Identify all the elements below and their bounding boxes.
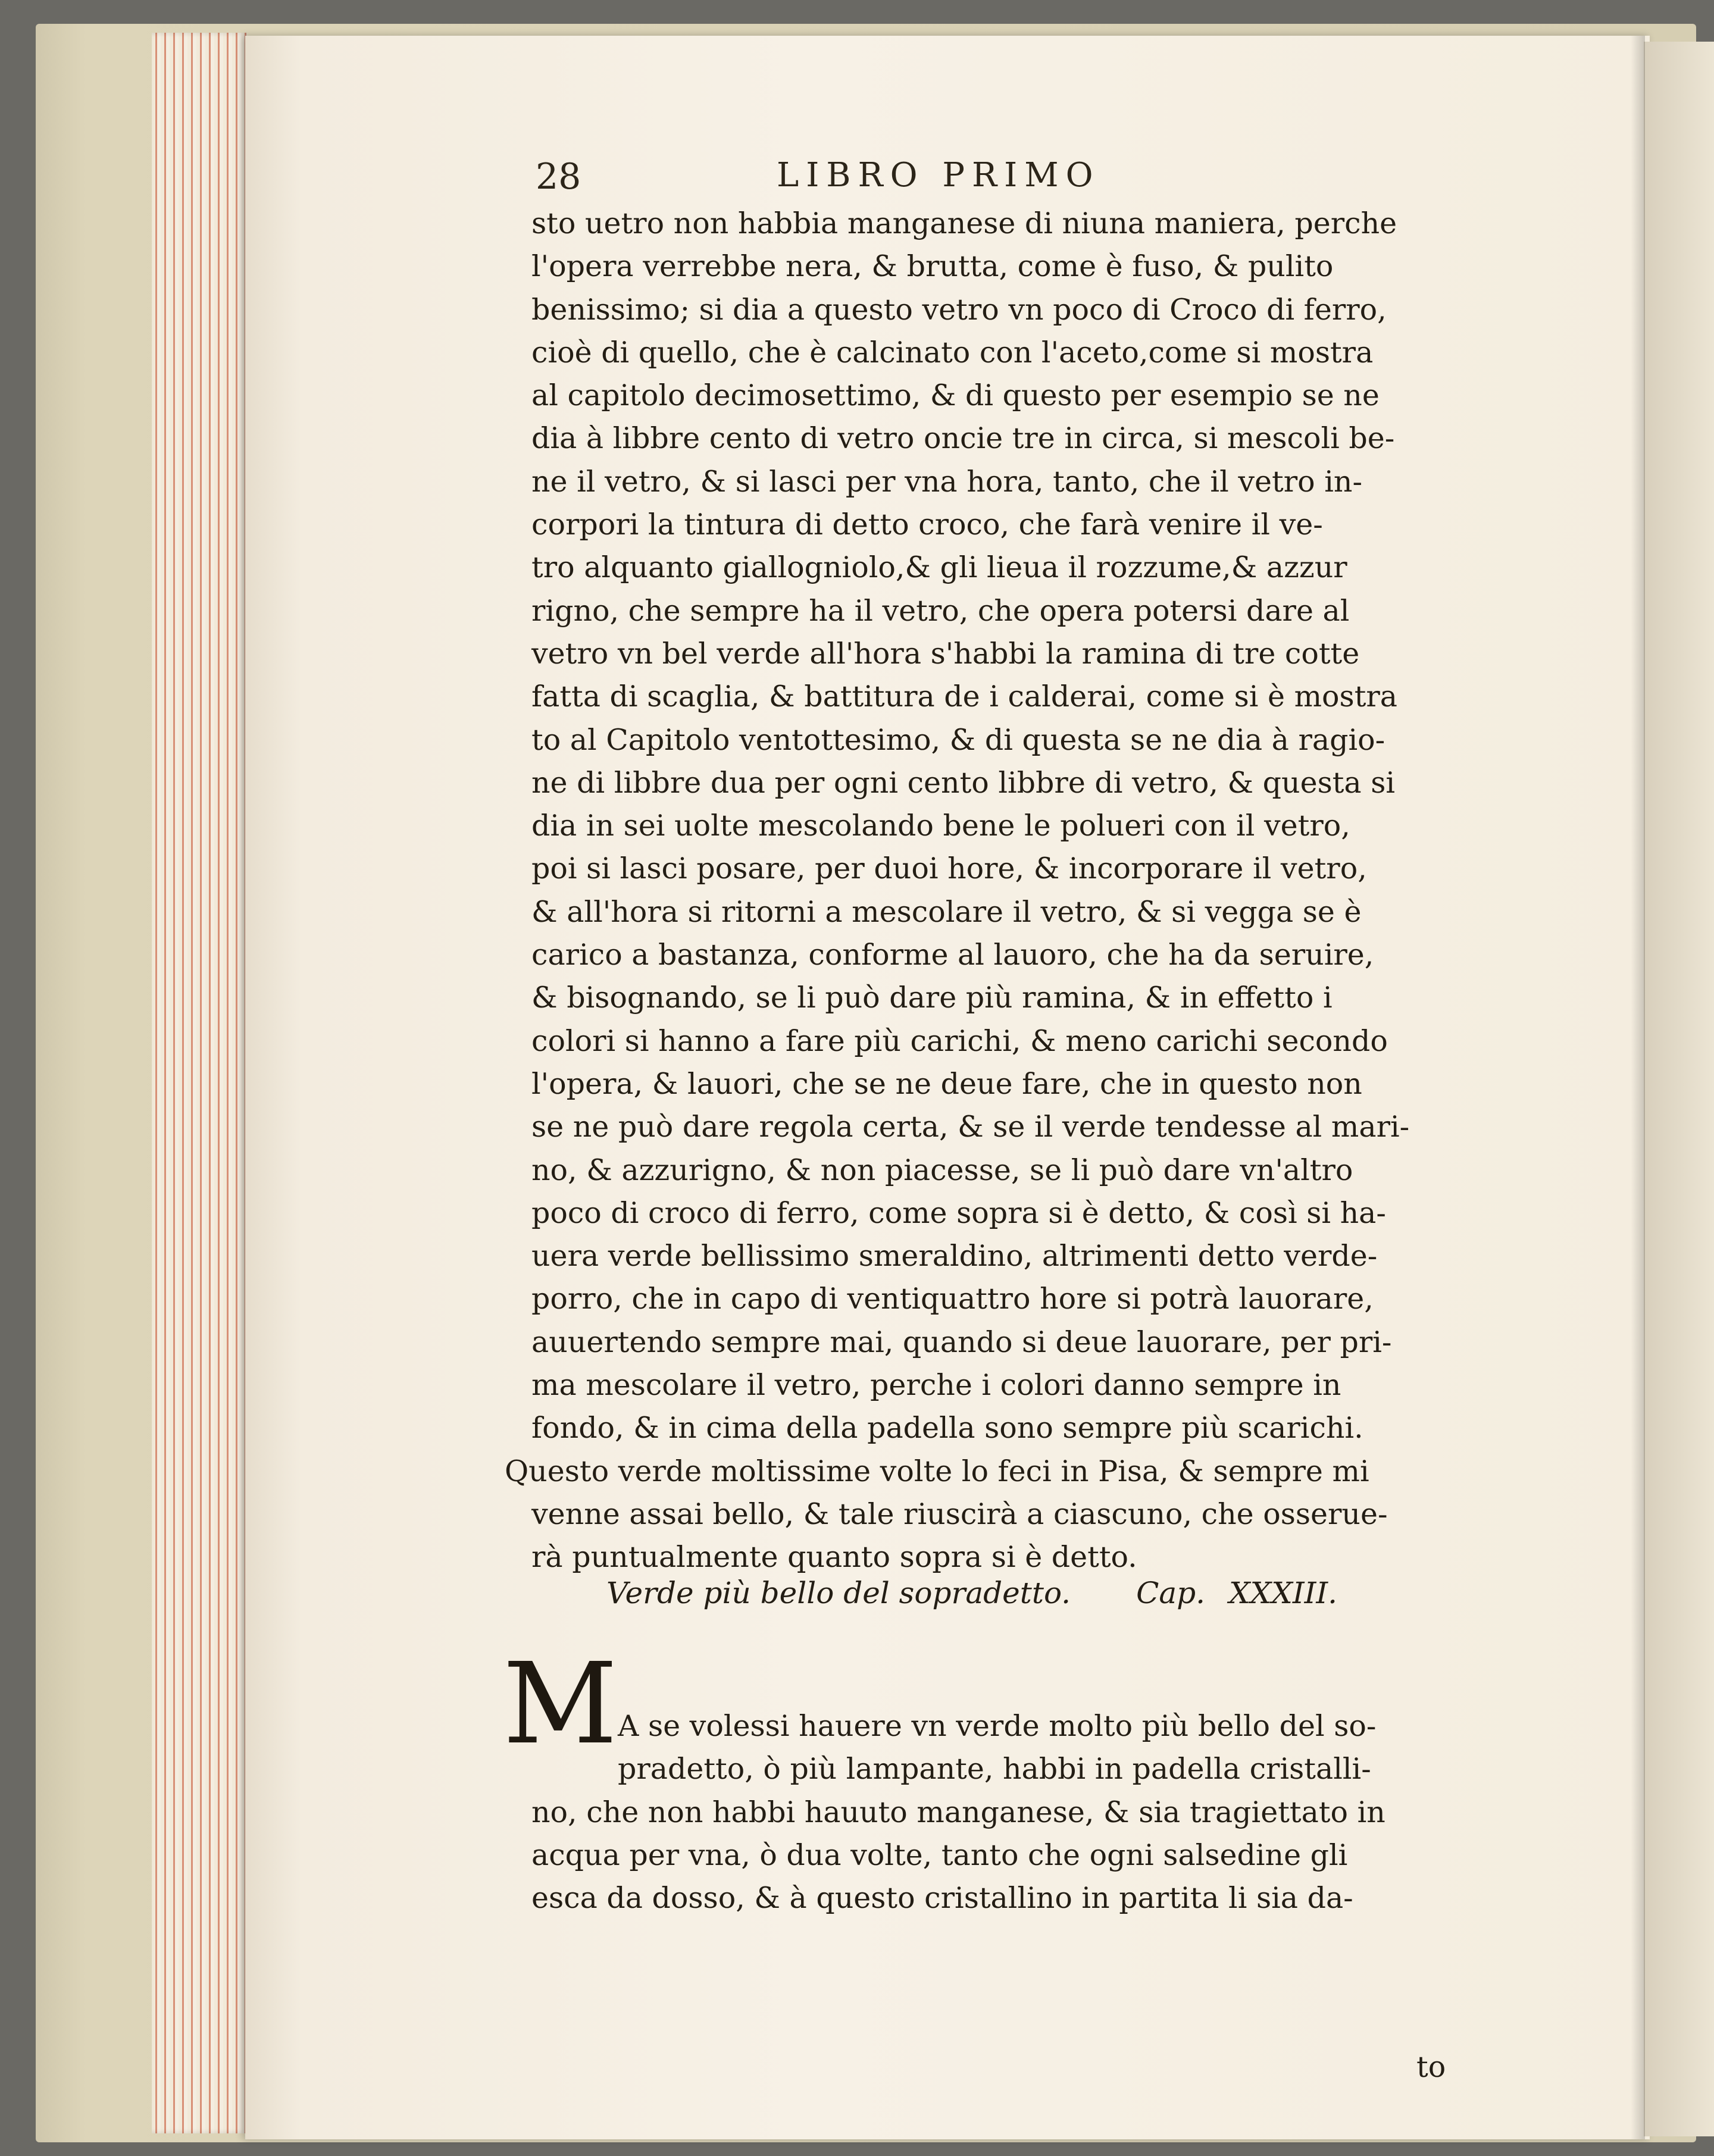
page-edges xyxy=(152,33,247,2133)
page-number: 28 xyxy=(536,156,581,198)
catchword: to xyxy=(1416,2050,1446,2084)
text-line: l'opera verrebbe nera, & brutta, come è fuso, & pulito xyxy=(531,249,1334,284)
text-line: carico a bastanza, conforme al lauoro, che ha da seruire, xyxy=(531,938,1374,972)
body-text xyxy=(505,202,1484,1579)
text-line: uera verde bellissimo smeraldino, altrimenti detto verde- xyxy=(531,1239,1378,1273)
text-line: tro alquanto giallogniolo,& gli lieua il rozzume,& azzur xyxy=(531,550,1347,585)
text-line: & bisognando, se li può dare più ramina, & in effetto i xyxy=(531,981,1333,1015)
text-line: benissimo; si dia a questo vetro vn poco di Croco di ferro, xyxy=(531,292,1387,327)
text-line: dia à libbre cento di vetro oncie tre in circa, si mescoli be- xyxy=(531,421,1395,456)
text-line: no, che non habbi hauuto manganese, & sia tragiettato in xyxy=(531,1795,1385,1829)
text-line: corpori la tintura di detto croco, che farà venire il ve- xyxy=(531,508,1323,542)
chapter-heading xyxy=(531,1576,1412,1610)
text-line: poco di croco di ferro, come sopra si è detto, & così si ha- xyxy=(531,1196,1386,1230)
text-line: Questo verde moltissime volte lo feci in Pisa, & sempre mi xyxy=(505,1454,1369,1488)
gutter-shadow xyxy=(1631,36,1645,2139)
chapter-cap-label: Cap. xyxy=(1136,1576,1206,1610)
text-line: pradetto, ò più lampante, habbi in padella cristalli- xyxy=(618,1752,1371,1786)
text-line: to al Capitolo ventottesimo, & di questa se ne dia à ragio- xyxy=(531,722,1385,757)
text-line: & all'hora si ritorni a mescolare il vetro, & si vegga se è xyxy=(531,894,1362,929)
text-line: al capitolo decimosettimo, & di questo per esempio se ne xyxy=(531,378,1380,413)
text-line: rigno, che sempre ha il vetro, che opera potersi dare al xyxy=(531,593,1350,628)
text-line: no, & azzurigno, & non piacesse, se li può dare vn'altro xyxy=(531,1153,1353,1187)
running-title: LIBRO PRIMO xyxy=(777,156,1100,195)
text-line: acqua per vna, ò dua volte, tanto che ogni salsedine gli xyxy=(531,1838,1348,1872)
text-line: esca da dosso, & à questo cristallino in partita li sia da- xyxy=(531,1881,1353,1916)
text-line: colori si hanno a fare più carichi, & meno carichi secondo xyxy=(531,1024,1388,1058)
text-line: venne assai bello, & tale riuscirà a ciascuno, che osserue- xyxy=(531,1497,1388,1531)
right-page-edge xyxy=(1644,42,1714,2136)
text-line: poi si lasci posare, per duoi hore, & incorporare il vetro, xyxy=(531,852,1367,886)
text-line: ne il vetro, & si lasci per vna hora, tanto, che il vetro in- xyxy=(531,464,1362,499)
text-line: rà puntualmente quanto sopra si è detto. xyxy=(531,1540,1137,1575)
text-line: fondo, & in cima della padella sono sempre più scarichi. xyxy=(531,1411,1363,1445)
text-line: l'opera, & lauori, che se ne deue fare, che in questo non xyxy=(531,1066,1362,1101)
text-line: dia in sei uolte mescolando bene le polueri con il vetro, xyxy=(531,809,1350,843)
text-line: porro, che in capo di ventiquattro hore si potrà lauorare, xyxy=(531,1282,1374,1316)
text-line: ne di libbre dua per ogni cento libbre di vetro, & questa si xyxy=(531,765,1396,800)
text-line: auuertendo sempre mai, quando si deue lauorare, per pri- xyxy=(531,1325,1392,1359)
text-line: fatta di scaglia, & battitura de i calderai, come si è mostra xyxy=(531,680,1398,714)
text-line: ma mescolare il vetro, perche i colori danno sempre in xyxy=(531,1368,1341,1403)
text-line: se ne può dare regola certa, & se il verde tendesse al mari- xyxy=(531,1110,1410,1144)
chapter-text xyxy=(531,1705,1484,1920)
chapter-title: Verde più bello del sopradetto. xyxy=(606,1576,1071,1610)
text-line: A se volessi hauere vn verde molto più bello del so- xyxy=(618,1709,1377,1743)
drop-cap-initial: M xyxy=(503,1639,618,1769)
text-line: cioè di quello, che è calcinato con l'aceto,come si mostra xyxy=(531,335,1374,370)
text-line: vetro vn bel verde all'hora s'habbi la ramina di tre cotte xyxy=(531,636,1360,671)
chapter-number: XXXIII. xyxy=(1229,1576,1337,1610)
text-line: sto uetro non habbia manganese di niuna maniera, perche xyxy=(531,206,1397,240)
